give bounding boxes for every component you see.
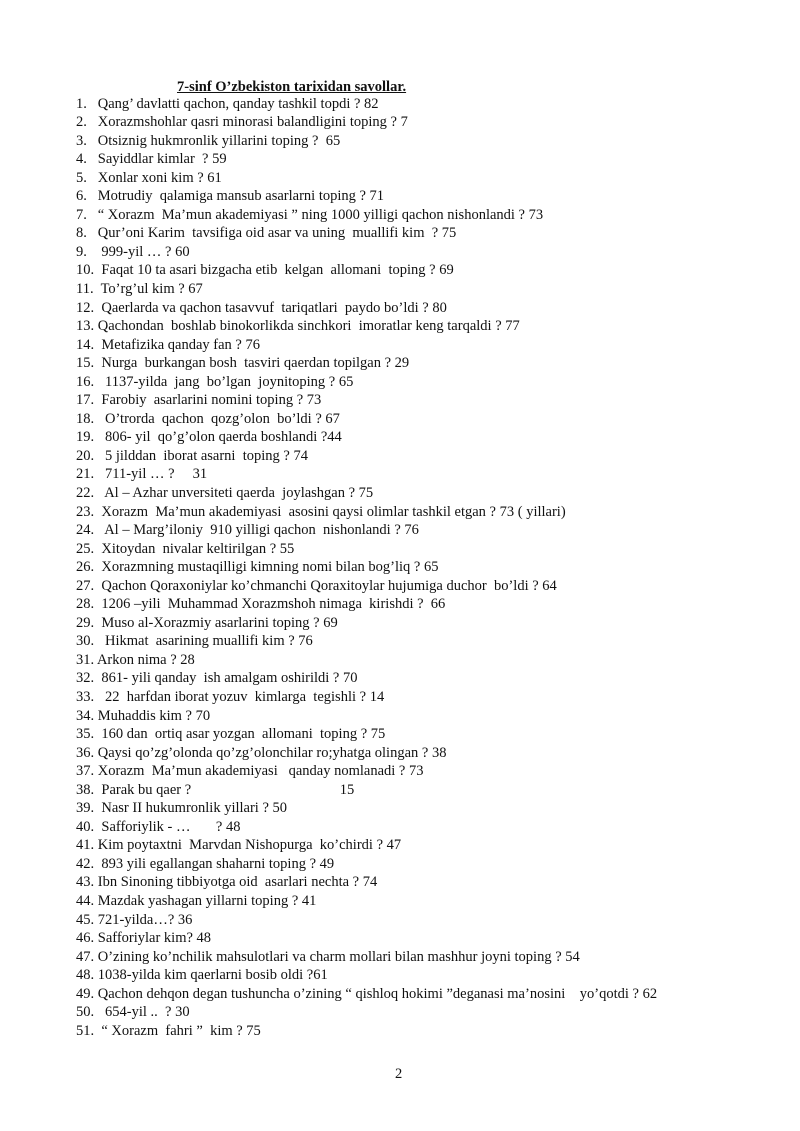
question-item: 26. Xorazmning mustaqilligi kimning nomi bilan bog’liq ? 65 [76,559,439,576]
question-item: 44. Mazdak yashagan yillarni toping ? 41 [76,893,317,910]
question-item: 20. 5 jilddan iborat asarni toping ? 74 [76,447,308,464]
question-item: 40. Safforiylik - … ? 48 [76,818,241,835]
question-item: 12. Qaerlarda va qachon tasavvuf tariqatlari paydo bo’ldi ? 80 [76,299,447,316]
question-item: 49. Qachon dehqon degan tushuncha o’zining “ qishloq hokimi ”deganasi ma’nosini yo’qotdi ? 62 [76,985,658,1002]
question-item: 10. Faqat 10 ta asari bizgacha etib kelgan allomani toping ? 69 [76,262,454,279]
question-item: 30. Hikmat asarining muallifi kim ? 76 [76,633,313,650]
question-list [76,95,776,1041]
question-item: 24. Al – Marg’iloniy 910 yilligi qachon nishonlandi ? 76 [76,522,419,539]
question-item: 7. “ Xorazm Ma’mun akademiyasi ” ning 1000 yilligi qachon nishonlandi ? 73 [76,206,544,223]
question-item: 48. 1038-yilda kim qaerlarni bosib oldi ?61 [76,967,328,984]
question-item: 38. Parak bu qaer ? 15 [76,781,355,798]
question-item: 13. Qachondan boshlab binokorlikda sinchkori imoratlar keng tarqaldi ? 77 [76,318,520,335]
question-item: 18. O’trorda qachon qozg’olon bo’ldi ? 67 [76,410,340,427]
question-item: 15. Nurga burkangan bosh tasviri qaerdan topilgan ? 29 [76,355,410,372]
document-title: 7-sinf O’zbekiston tarixidan savollar. [177,79,407,95]
question-item: 41. Kim poytaxtni Marvdan Nishopurga ko’chirdi ? 47 [76,837,402,854]
question-item: 22. Al – Azhar unversiteti qaerda joylashgan ? 75 [76,484,374,501]
question-item: 1. Qang’ davlatti qachon, qanday tashkil topdi ? 82 [76,95,379,112]
question-item: 25. Xitoydan nivalar keltirilgan ? 55 [76,540,295,557]
question-item: 16. 1137-yilda jang bo’lgan joynitoping ? 65 [76,373,354,390]
question-item: 37. Xorazm Ma’mun akademiyasi qanday nomlanadi ? 73 [76,763,424,780]
question-item: 11. To’rg’ul kim ? 67 [76,280,203,297]
question-item: 28. 1206 –yili Muhammad Xorazmshoh nimaga kirishdi ? 66 [76,596,446,613]
question-item: 36. Qaysi qo’zg’olonda qo’zg’olonchilar ro;yhatga olingan ? 38 [76,744,447,761]
question-item: 33. 22 harfdan iborat yozuv kimlarga tegishli ? 14 [76,689,385,705]
question-item: 21. 711-yil … ? 31 [76,466,208,483]
question-item: 50. 654-yil .. ? 30 [76,1004,190,1021]
question-item: 27. Qachon Qoraxoniylar ko’chmanchi Qoraxitoylar hujumiga duchor bo’ldi ? 64 [76,577,557,594]
question-item: 32. 861- yili qanday ish amalgam oshirildi ? 70 [76,670,358,687]
question-item: 42. 893 yili egallangan shaharni toping ? 49 [76,855,335,872]
question-item: 5. Xonlar xoni kim ? 61 [76,169,222,186]
question-item: 4. Sayiddlar kimlar ? 59 [76,151,227,168]
question-item: 2. Xorazmshohlar qasri minorasi balandligini toping ? 7 [76,114,408,131]
question-item: 39. Nasr II hukumronlik yillari ? 50 [76,800,288,817]
question-item: 47. O’zining ko’nchilik mahsulotlari va charm mollari bilan mashhur joyni toping ? 54 [76,948,580,965]
question-item: 43. Ibn Sinoning tibbiyotga oid asarlari nechta ? 74 [76,874,378,891]
question-item: 35. 160 dan ortiq asar yozgan allomani toping ? 75 [76,726,386,743]
question-item: 6. Motrudiy qalamiga mansub asarlarni toping ? 71 [76,188,385,205]
question-item: 17. Farobiy asarlarini nomini toping ? 73 [76,392,322,409]
question-item: 23. Xorazm Ma’mun akademiyasi asosini qaysi olimlar tashkil etgan ? 73 ( yillari) [76,503,566,520]
question-item: 8. Qur’oni Karim tavsifiga oid asar va uning muallifi kim ? 75 [76,225,457,242]
question-item: 46. Safforiylar kim? 48 [76,930,212,947]
question-item: 51. “ Xorazm fahri ” kim ? 75 [76,1022,261,1039]
page-number: 2 [395,1066,403,1082]
question-item: 9. 999-yil … ? 60 [76,243,190,260]
question-item: 34. Muhaddis kim ? 70 [76,707,211,724]
question-item: 29. Muso al-Xorazmiy asarlarini toping ? 69 [76,614,338,631]
question-item: 45. 721-yilda…? 36 [76,911,193,928]
question-item: 3. Otsiznig hukmronlik yillarini toping ? 65 [76,132,341,149]
question-item: 14. Metafizika qanday fan ? 76 [76,336,260,353]
question-item: 19. 806- yil qo’g’olon qaerda boshlandi ?44 [76,429,342,446]
question-item: 31. Arkon nima ? 28 [76,651,195,668]
